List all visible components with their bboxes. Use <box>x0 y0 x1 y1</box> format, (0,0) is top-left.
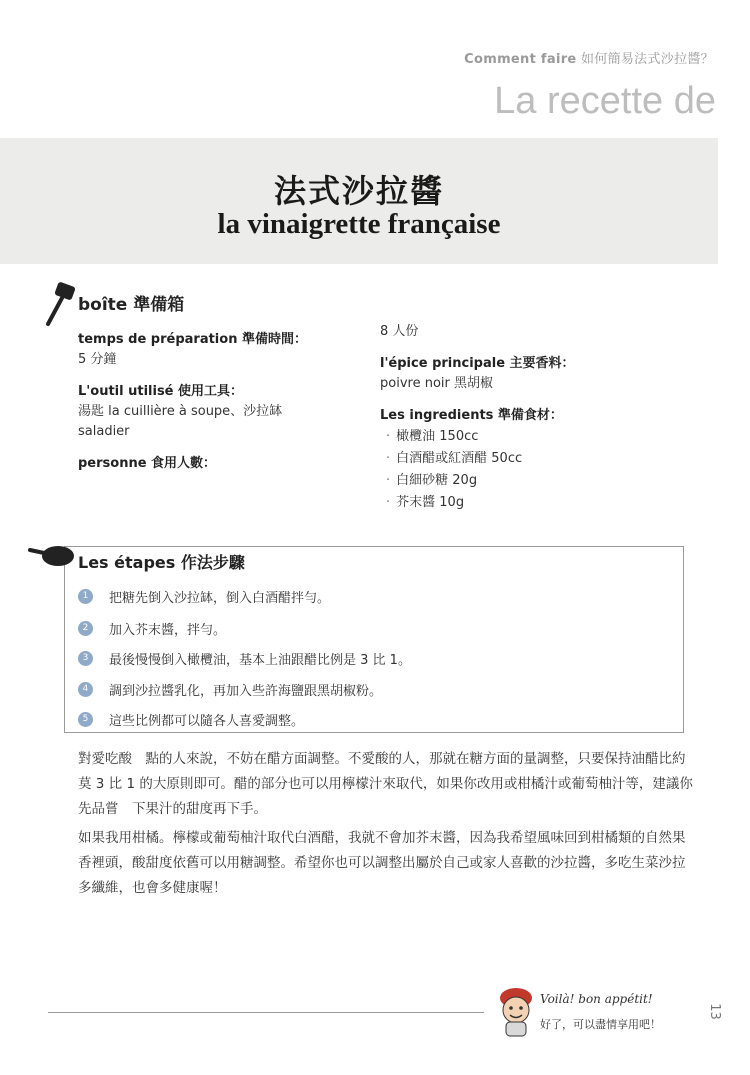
tools-label: L'outil utilisé 使用工具： <box>78 384 244 399</box>
running-header-en: Comment faire <box>464 52 577 67</box>
frying-pan-icon <box>28 540 76 570</box>
step-text: 加入芥末醬，拌勻。 <box>109 622 227 638</box>
ingredient-item: · 白細砂糖 20g <box>380 470 680 492</box>
ingredients-list <box>380 426 680 514</box>
step-text: 把糖先倒入沙拉缽，倒入白酒醋拌勻。 <box>109 590 331 606</box>
title-band <box>0 138 718 264</box>
prep-right-column <box>380 322 680 526</box>
recipe-title-fr: la vinaigrette française <box>217 208 501 240</box>
footer-divider <box>48 1012 484 1013</box>
steps-box <box>64 546 684 733</box>
steps-title: Les étapes 作法步驟 <box>78 553 245 572</box>
tools-field <box>78 382 338 442</box>
step-item <box>78 586 330 606</box>
haodi-text: 好了，可以盡情享用吧！ <box>540 1018 661 1031</box>
tip-paragraph-1: 對愛吃酸 點的人來說，不妨在醋方面調整。不愛酸的人，那就在糖方面的量調整，只要保持油醋比約莫 3 比 1 的大原則即可。醋的部分也可以用檸檬汁來取代，如果你改用或柑橘汁或葡萄柚汁等，建議你先品嘗 下果汁的甜度再下手。 <box>78 751 693 817</box>
step-item <box>78 709 304 729</box>
step-number-badge: 5 <box>78 712 93 727</box>
spatula-icon <box>40 282 80 328</box>
prep-left-column <box>78 330 338 486</box>
page-number: 13 <box>706 1003 722 1020</box>
step-number-badge: 3 <box>78 651 93 666</box>
boite-title: boîte 準備箱 <box>78 295 185 315</box>
running-header-zh: 如何簡易法式沙拉醬？ <box>580 52 714 67</box>
recipe-title-zh: 法式沙拉醬 <box>273 172 444 210</box>
step-number-badge: 2 <box>78 621 93 636</box>
step-text: 這些比例都可以隨各人喜愛調整。 <box>109 713 305 729</box>
step-item <box>78 618 226 638</box>
ingredient-item: · 白酒醋或紅酒醋 50cc <box>380 448 680 470</box>
spice-label: l'épice principale 主要香料： <box>380 356 575 371</box>
spice-field <box>380 354 680 394</box>
servings-field <box>78 454 338 474</box>
step-number-badge: 1 <box>78 589 93 604</box>
step-text: 最後慢慢倒入橄欖油，基本上油跟醋比例是 3 比 1。 <box>109 652 411 668</box>
ingredient-item: · 橄欖油 150cc <box>380 426 680 448</box>
ingredients-field <box>380 406 680 514</box>
step-item <box>78 679 382 699</box>
step-item <box>78 648 411 668</box>
running-header <box>464 48 714 67</box>
step-text: 調到沙拉醬乳化，再加入些許海鹽跟黑胡椒粉。 <box>109 683 383 699</box>
spice-value: poivre noir 黑胡椒 <box>380 376 493 391</box>
servings-value: 8 人份 <box>380 324 419 339</box>
recette-heading: La recette de <box>494 80 716 122</box>
tip-paragraph-2: 如果我用柑橘。檸檬或葡萄柚汁取代白酒醋，我就不會加芥末醬，因為我希望風味回到柑橘類的自然果香裡頭，酸甜度依舊可以用糖調整。希望你也可以調整出屬於自己或家人喜歡的沙拉醬，多吃生菜沙拉多纖維，也會多健康喔！ <box>78 830 686 896</box>
chef-mascot-icon <box>494 984 538 1038</box>
prep-time-field <box>78 330 338 370</box>
voila-text: Voilà! bon appétit! <box>540 992 653 1006</box>
servings-label: personne 食用人數： <box>78 456 217 471</box>
prep-time-value: 5 分鐘 <box>78 352 117 367</box>
tools-value-1: 湯匙 la cuillière à soupe、沙拉缽 <box>78 404 283 419</box>
ingredient-item: · 芥末醬 10g <box>380 492 680 514</box>
tools-value-2: saladier <box>78 424 130 439</box>
step-number-badge: 4 <box>78 682 93 697</box>
ingredients-label: Les ingredients 準備食材： <box>380 408 563 423</box>
prep-time-label: temps de préparation 準備時間： <box>78 332 307 347</box>
